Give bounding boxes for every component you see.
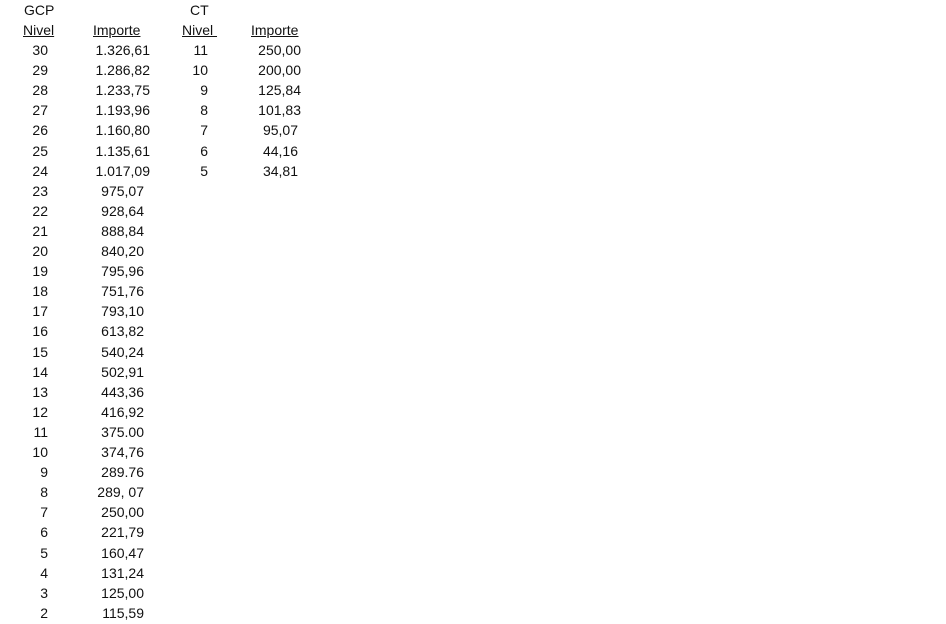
- gcp-nivel-cell: 20: [32, 243, 48, 259]
- gcp-nivel-cell: 14: [32, 364, 48, 380]
- gcp-importe-cell: 443,36: [101, 384, 144, 400]
- gcp-importe-cell: 115,59: [102, 605, 144, 621]
- gcp-importe-cell: 1.233,75: [95, 82, 150, 98]
- gcp-nivel-cell: 24: [32, 163, 48, 179]
- gcp-nivel-cell: 4: [40, 565, 48, 581]
- gcp-importe-header: Importe: [93, 22, 141, 38]
- gcp-nivel-cell: 29: [32, 62, 48, 78]
- gcp-importe-cell: 502,91: [101, 364, 144, 380]
- gcp-importe-cell: 1.286,82: [95, 62, 150, 78]
- gcp-nivel-header: Nivel: [23, 22, 55, 38]
- gcp-nivel-cell: 19: [32, 263, 48, 279]
- gcp-importe-cell: 1.326,61: [95, 42, 150, 58]
- gcp-importe-cell: 250,00: [101, 504, 144, 520]
- gcp-importe-cell: 840,20: [101, 243, 144, 259]
- ct-nivel-cell: 10: [192, 62, 208, 78]
- gcp-nivel-cell: 17: [32, 303, 48, 319]
- gcp-nivel-cell: 10: [32, 444, 48, 460]
- gcp-nivel-cell: 13: [32, 384, 48, 400]
- gcp-nivel-cell: 16: [32, 323, 48, 339]
- gcp-nivel-cell: 18: [32, 283, 48, 299]
- gcp-importe-cell: 1.193,96: [95, 102, 150, 118]
- gcp-nivel-cell: 12: [32, 404, 48, 420]
- gcp-importe-cell: 374,76: [101, 444, 144, 460]
- gcp-nivel-cell: 27: [32, 102, 48, 118]
- gcp-nivel-cell: 9: [40, 464, 48, 480]
- gcp-importe-cell: 888,84: [101, 223, 144, 239]
- gcp-importe-cell: 221,79: [101, 524, 144, 540]
- ct-importe-header: Importe: [251, 22, 299, 38]
- gcp-nivel-cell: 22: [32, 203, 48, 219]
- ct-importe-cell: 200,00: [258, 62, 301, 78]
- gcp-importe-cell: 793,10: [101, 303, 144, 319]
- gcp-importe-cell: 289, 07: [97, 484, 144, 500]
- ct-nivel-cell: 8: [200, 102, 208, 118]
- gcp-importe-cell: 975,07: [101, 183, 144, 199]
- ct-importe-cell: 250,00: [258, 42, 301, 58]
- gcp-nivel-cell: 26: [32, 122, 48, 138]
- ct-nivel-header: Nivel: [182, 22, 218, 38]
- ct-nivel-cell: 7: [200, 122, 208, 138]
- gcp-nivel-cell: 15: [32, 344, 48, 360]
- gcp-importe-cell: 1.160,80: [95, 122, 150, 138]
- ct-importe-cell: 101,83: [258, 102, 301, 118]
- ct-nivel-cell: 11: [193, 42, 208, 58]
- gcp-importe-cell: 375.00: [101, 424, 144, 440]
- gcp-nivel-cell: 25: [32, 143, 48, 159]
- gcp-nivel-cell: 5: [40, 545, 48, 561]
- gcp-importe-cell: 1.135,61: [95, 143, 150, 159]
- gcp-nivel-cell: 23: [32, 183, 48, 199]
- ct-nivel-cell: 5: [200, 163, 208, 179]
- gcp-nivel-cell: 7: [40, 504, 48, 520]
- ct-importe-cell: 95,07: [262, 122, 298, 138]
- gcp-importe-cell: 928,64: [101, 203, 144, 219]
- gcp-importe-cell: 540,24: [101, 344, 144, 360]
- gcp-importe-cell: 125,00: [101, 585, 144, 601]
- gcp-title: GCP: [24, 2, 55, 18]
- gcp-nivel-cell: 2: [40, 605, 48, 621]
- gcp-nivel-cell: 30: [32, 42, 48, 58]
- gcp-nivel-cell: 11: [33, 424, 48, 440]
- gcp-nivel-cell: 21: [32, 223, 48, 239]
- ct-importe-cell: 125,84: [258, 82, 301, 98]
- gcp-importe-cell: 416,92: [101, 404, 144, 420]
- gcp-nivel-cell: 6: [40, 524, 48, 540]
- ct-nivel-cell: 9: [200, 82, 208, 98]
- gcp-nivel-cell: 28: [32, 82, 48, 98]
- ct-nivel-cell: 6: [200, 143, 208, 159]
- ct-importe-cell: 34,81: [262, 163, 298, 179]
- gcp-nivel-cell: 3: [40, 585, 48, 601]
- gcp-importe-cell: 751,76: [101, 283, 144, 299]
- ct-title: CT: [190, 2, 209, 18]
- gcp-nivel-cell: 8: [40, 484, 48, 500]
- gcp-importe-cell: 289.76: [101, 464, 144, 480]
- gcp-importe-cell: 613,82: [101, 323, 144, 339]
- gcp-importe-cell: 1.017,09: [95, 163, 150, 179]
- ct-importe-cell: 44,16: [262, 143, 298, 159]
- gcp-importe-cell: 795,96: [101, 263, 144, 279]
- gcp-importe-cell: 160,47: [101, 545, 144, 561]
- gcp-importe-cell: 131,24: [101, 565, 144, 581]
